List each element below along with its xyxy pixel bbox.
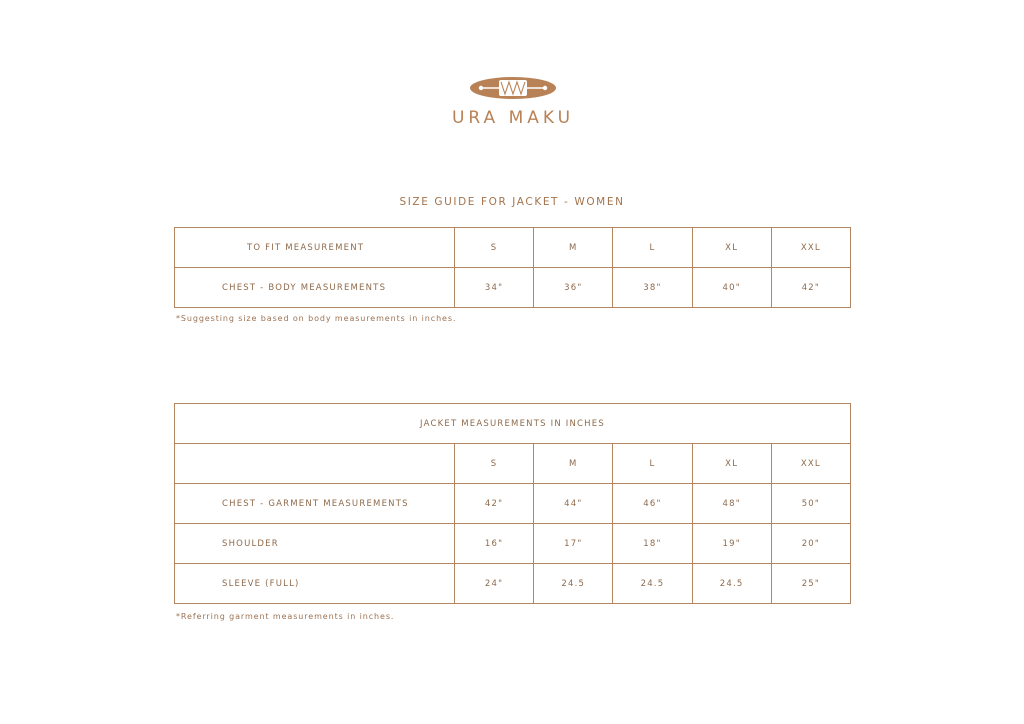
table-cell: 48" bbox=[692, 484, 771, 524]
size-header: S bbox=[455, 228, 534, 268]
boat-logo-icon bbox=[469, 76, 557, 100]
fit-header-label: TO FIT MEASUREMENT bbox=[175, 228, 455, 268]
page-title: SIZE GUIDE FOR JACKET - WOMEN bbox=[399, 196, 625, 208]
table-row bbox=[175, 524, 851, 564]
row-label: CHEST - GARMENT MEASUREMENTS bbox=[175, 484, 455, 524]
table-cell: 24" bbox=[455, 564, 534, 604]
table-cell: 24.5 bbox=[613, 564, 692, 604]
table-cell: 19" bbox=[692, 524, 771, 564]
table-row bbox=[175, 484, 851, 524]
size-header: XXL bbox=[771, 444, 850, 484]
table-cell: 50" bbox=[771, 484, 850, 524]
table-header-row bbox=[175, 444, 851, 484]
empty-header-cell bbox=[175, 444, 455, 484]
size-header: XXL bbox=[771, 228, 850, 268]
brand-name: URA MAKU bbox=[451, 108, 575, 128]
table-cell: 36" bbox=[534, 268, 613, 308]
garment-table-note: *Referring garment measurements in inches. bbox=[176, 612, 395, 621]
size-header: L bbox=[613, 228, 692, 268]
size-header: M bbox=[534, 444, 613, 484]
row-label: CHEST - BODY MEASUREMENTS bbox=[175, 268, 455, 308]
table-cell: 34" bbox=[455, 268, 534, 308]
table-cell: 40" bbox=[692, 268, 771, 308]
garment-table-title: JACKET MEASUREMENTS IN INCHES bbox=[175, 404, 851, 444]
size-header: XL bbox=[692, 228, 771, 268]
table-cell: 44" bbox=[534, 484, 613, 524]
table-row bbox=[175, 268, 851, 308]
table-cell: 46" bbox=[613, 484, 692, 524]
fit-size-table bbox=[174, 227, 851, 308]
table-cell: 17" bbox=[534, 524, 613, 564]
size-header: M bbox=[534, 228, 613, 268]
row-label: SLEEVE (FULL) bbox=[175, 564, 455, 604]
table-cell: 18" bbox=[613, 524, 692, 564]
fit-table-note: *Suggesting size based on body measurements in inches. bbox=[176, 314, 457, 323]
table-cell: 16" bbox=[455, 524, 534, 564]
row-label: SHOULDER bbox=[175, 524, 455, 564]
size-header: XL bbox=[692, 444, 771, 484]
table-row bbox=[175, 564, 851, 604]
table-cell: 38" bbox=[613, 268, 692, 308]
table-cell: 25" bbox=[771, 564, 850, 604]
table-cell: 42" bbox=[455, 484, 534, 524]
table-title-row bbox=[175, 404, 851, 444]
table-cell: 42" bbox=[771, 268, 850, 308]
size-header: L bbox=[613, 444, 692, 484]
table-cell: 24.5 bbox=[692, 564, 771, 604]
table-header-row bbox=[175, 228, 851, 268]
garment-measurement-table bbox=[174, 403, 851, 604]
size-header: S bbox=[455, 444, 534, 484]
logo bbox=[448, 76, 578, 100]
table-cell: 20" bbox=[771, 524, 850, 564]
table-cell: 24.5 bbox=[534, 564, 613, 604]
